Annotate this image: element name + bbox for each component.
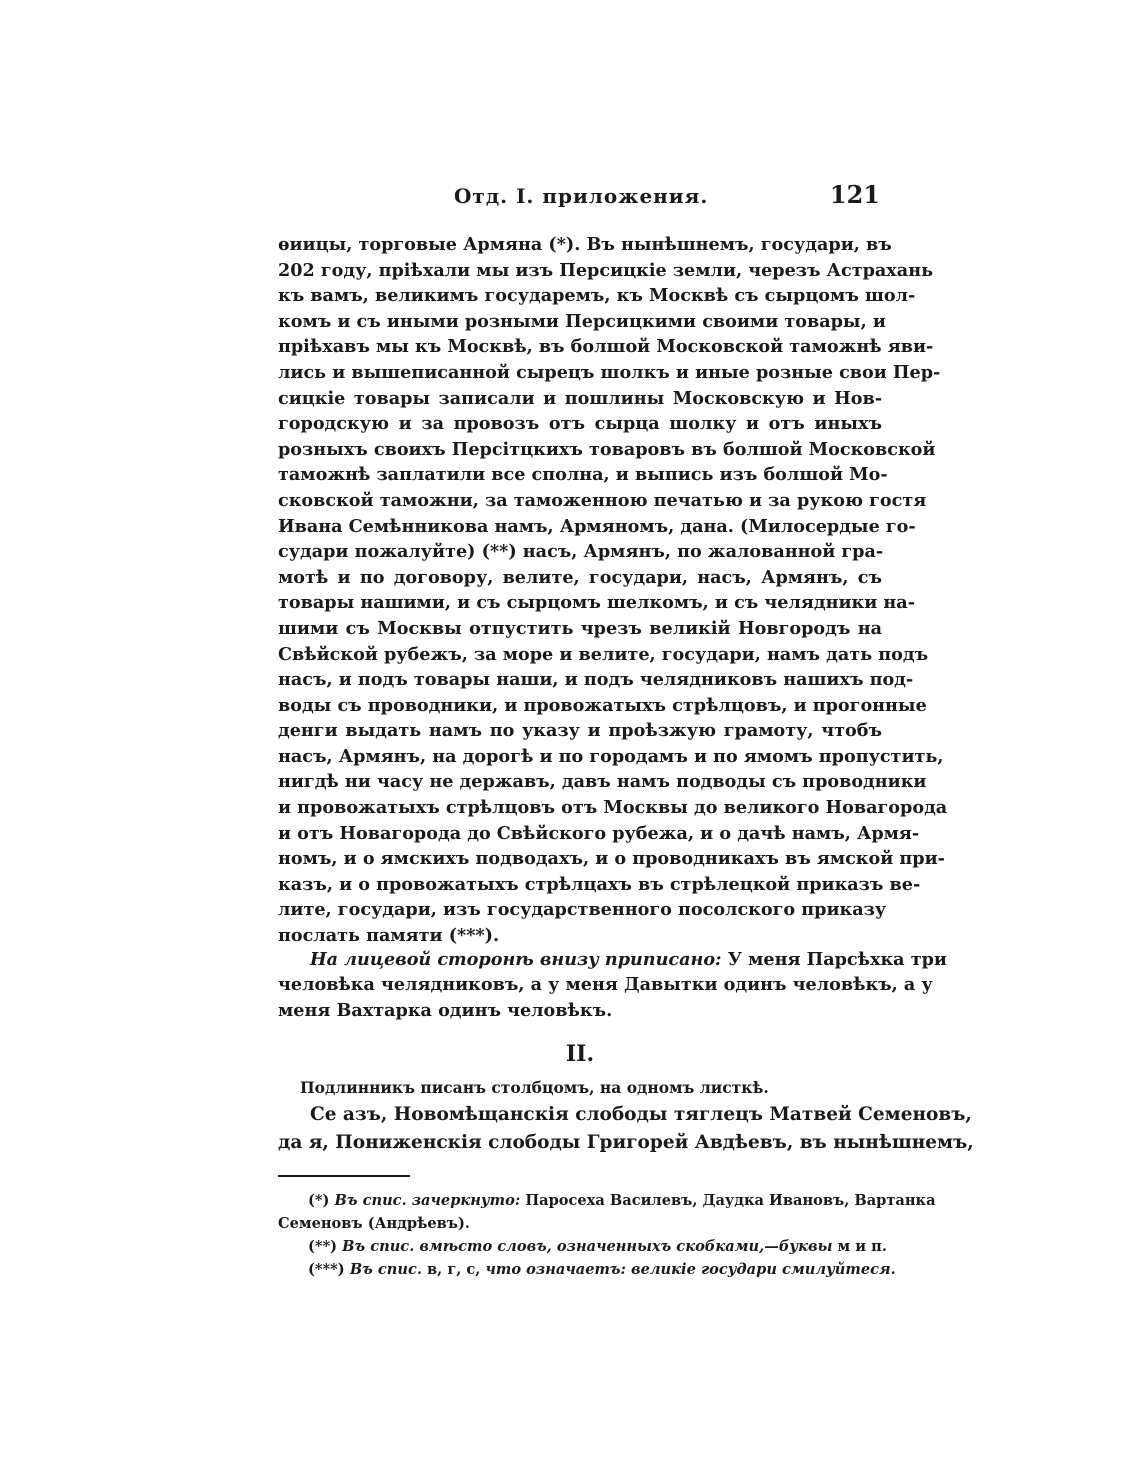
note-line: меня Вахтарка одинъ человѣкъ. (278, 999, 613, 1021)
note-rest: У меня Парсѣхка три (727, 948, 947, 970)
text-line: сицкіе товары записали и пошлины Московскую и Нов- (278, 387, 882, 409)
text-line: къ вамъ, великимъ государемъ, къ Москвѣ съ сырцомъ шол- (278, 285, 916, 307)
text-line: казъ, и о провожатыхъ стрѣлцахъ въ стрѣлецкой приказъ ве- (278, 873, 921, 895)
footnote-3 (278, 1258, 896, 1281)
petition-text (278, 232, 948, 949)
text-line: послать памяти (***). (278, 925, 500, 947)
text-line: ѳиицы, торговые Армяна (*). Въ нынѣшнемъ, государи, въ (278, 234, 892, 255)
footnote-mark: (**) (308, 1238, 338, 1256)
footnote-italic: Въ спис. вмѣсто словъ, означенныхъ скобками,—буквы (342, 1238, 833, 1256)
footnote-mark: (*) (308, 1192, 330, 1210)
footnote-text: Паросеха Василевъ, Даудка Ивановъ, Вартанка (525, 1192, 936, 1210)
text-line: комъ и съ иными розными Персицкими своими товары, и (278, 310, 886, 332)
section-numeral: II. (565, 1041, 595, 1068)
text-line: Свѣйской рубежъ, за море и велите, государи, намъ дать подъ (278, 643, 929, 665)
text-line: и провожатыхъ стрѣлцовъ отъ Москвы до великого Новагорода (278, 797, 948, 819)
source-note: Подлинникъ писанъ столбцомъ, на одномъ листкѣ. (300, 1078, 769, 1098)
text-line: нигдѣ ни часу не державъ, давъ намъ подводы съ проводники (278, 771, 927, 793)
text-line: 202 году, пріѣхали мы изъ Персицкіе земли, черезъ Астрахань (278, 259, 934, 281)
text-line: Ивана Семѣнникова намъ, Армяномъ, дана. (Милосердые го- (278, 515, 916, 537)
page-number: 121 (829, 180, 880, 209)
footnote-divider (278, 1175, 410, 1177)
text-line: пріѣхавъ мы къ Москвѣ, въ болшой Московской таможнѣ яви- (278, 336, 934, 358)
margin-note (278, 948, 947, 1026)
footnote-italic: что означаетъ: великіе государи смилуйтеся. (485, 1261, 896, 1279)
note-italic-lead: На лицевой сторонѣ внизу приписано: (310, 948, 722, 970)
book-page (278, 180, 974, 1281)
footnote-2 (278, 1235, 887, 1258)
text-line: городскую и за провозъ отъ сырца шолку и отъ иныхъ (278, 413, 882, 435)
footnote-1-cont: Семеновъ (Андрѣевъ). (278, 1215, 470, 1233)
footnote-1 (278, 1189, 936, 1212)
text-line: таможнѣ заплатили все сполна, и выпись изъ болшой Мо- (278, 464, 888, 486)
footnote-italic: Въ спис. зачеркнуто: (334, 1192, 521, 1210)
note-line: человѣка челядниковъ, а у меня Давытки одинъ человѣкъ, а у (278, 974, 933, 996)
text-line: и отъ Новагорода до Свѣйского рубежа, и о дачѣ намъ, Армя- (278, 822, 920, 844)
text-line: насъ, Армянъ, на дорогѣ и по городамъ и по ямомъ пропустить, (278, 745, 944, 767)
note-line (278, 948, 947, 975)
text-line: судари пожалуйте) (**) насъ, Армянъ, по жалованной гра- (278, 541, 884, 563)
text-line: шими съ Москвы отпустить чрезъ великій Новгородъ на (278, 617, 882, 639)
running-head (278, 180, 882, 220)
text-line: номъ, и о ямскихъ подводахъ, и о проводникахъ въ ямской при- (278, 848, 945, 870)
document-line: да я, Пониженскія слободы Григорей Авдѣевъ, въ нынѣшнемъ, (278, 1132, 974, 1154)
footnote-italic: Въ спис. (349, 1261, 422, 1279)
running-title: Отд. I. приложения. (454, 184, 709, 208)
document-line: Се азъ, Новомѣщанскія слободы тяглецъ Матвей Семеновъ, (310, 1104, 972, 1126)
text-line: сковской таможни, за таможенною печатью и за рукою гостя (278, 489, 927, 511)
text-line: воды съ проводники, и провожатыхъ стрѣлцовъ, и прогонные (278, 694, 927, 716)
footnotes (278, 1189, 936, 1281)
text-line: лите, государи, изъ государственного посолского приказу (278, 899, 887, 921)
footnote-mark: (***) (308, 1261, 345, 1279)
text-line: розныхъ своихъ Персітцкихъ товаровъ въ болшой Московской (278, 438, 936, 460)
text-line: мотѣ и по договору, велите, государи, насъ, Армянъ, съ (278, 566, 882, 588)
footnote-text: в, г, с, (427, 1261, 481, 1279)
text-line: лись и вышеписанной сырецъ шолкъ и иные розные свои Пер- (278, 361, 941, 383)
text-line: денги выдать намъ по указу и проѣзжую грамоту, чтобъ (278, 720, 882, 742)
text-line: насъ, и подъ товары наши, и подъ челядниковъ нашихъ под- (278, 669, 914, 691)
footnote-text: м и п. (837, 1238, 887, 1256)
text-line: товары нашими, и съ сырцомъ шелкомъ, и съ челядники на- (278, 592, 916, 614)
